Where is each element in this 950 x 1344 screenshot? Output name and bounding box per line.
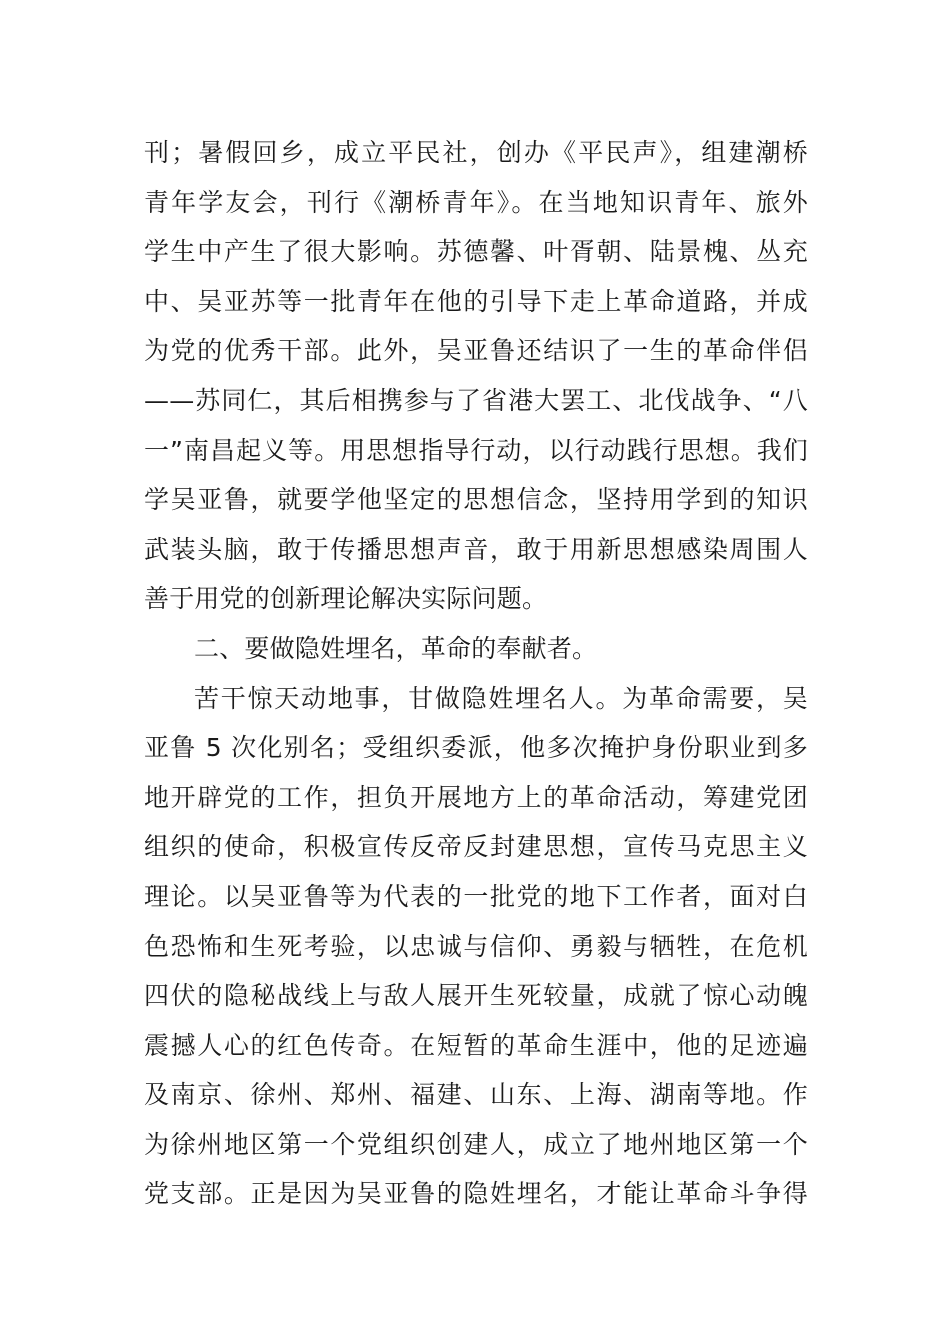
text-line: 震撼人心的红色传奇。在短暂的革命生涯中，他的足迹遍 bbox=[144, 1030, 808, 1060]
text-line: 青年学友会，刊行《潮桥青年》。在当地知识青年、旅外 bbox=[144, 187, 808, 217]
text-line: 四伏的隐秘战线上与敌人展开生死较量，成就了惊心动魄 bbox=[144, 981, 808, 1011]
text-line: 及南京、徐州、郑州、福建、山东、上海、湖南等地。作 bbox=[144, 1080, 808, 1110]
document-body-text bbox=[144, 128, 808, 1219]
text-line: 刊；暑假回乡，成立平民社，创办《平民声》，组建潮桥 bbox=[144, 138, 808, 167]
text-line: 为徐州地区第一个党组织创建人，成立了地州地区第一个 bbox=[144, 1129, 808, 1159]
text-line: 为党的优秀干部。此外，吴亚鲁还结识了一生的革命伴侣 bbox=[144, 336, 808, 366]
text-line: 中、吴亚苏等一批青年在他的引导下走上革命道路，并成 bbox=[144, 286, 808, 316]
text-line: 二、要做隐姓埋名，革命的奉献者。 bbox=[194, 633, 598, 663]
text-line: 善于用党的创新理论解决实际问题。 bbox=[144, 584, 548, 614]
text-line: 一”南昌起义等。用思想指导行动，以行动践行思想。我们 bbox=[144, 435, 808, 465]
text-line: 理论。以吴亚鲁等为代表的一批党的地下工作者，面对白 bbox=[144, 881, 808, 911]
text-line: 武装头脑，敢于传播思想声音，敢于用新思想感染周围人 bbox=[144, 534, 808, 564]
text-line: 学生中产生了很大影响。苏德馨、叶胥朝、陆景槐、丛充 bbox=[144, 237, 808, 267]
text-line: 组织的使命，积极宣传反帝反封建思想，宣传马克思主义 bbox=[144, 832, 808, 862]
text-line: 苦干惊天动地事，甘做隐姓埋名人。为革命需要，吴 bbox=[194, 683, 808, 713]
text-line: 地开辟党的工作，担负开展地方上的革命活动，筹建党团 bbox=[144, 782, 808, 812]
text-line: ——苏同仁，其后相携参与了省港大罢工、北伐战争、“八 bbox=[144, 385, 808, 415]
text-line: 学吴亚鲁，就要学他坚定的思想信念，坚持用学到的知识 bbox=[144, 485, 808, 515]
text-line: 亚鲁 5 次化别名；受组织委派，他多次掩护身份职业到多 bbox=[144, 733, 808, 763]
text-line: 色恐怖和生死考验，以忠诚与信仰、勇毅与牺牲，在危机 bbox=[144, 931, 808, 961]
text-line: 党支部。正是因为吴亚鲁的隐姓埋名，才能让革命斗争得 bbox=[144, 1179, 808, 1209]
